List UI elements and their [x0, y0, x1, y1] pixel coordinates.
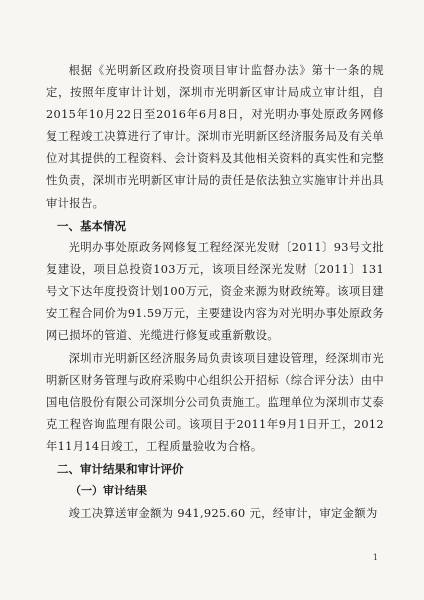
intro-paragraph: 根据《光明新区政府投资项目审计监督办法》第十一条的规定，按照年度审计计划，深圳市光明新区审计局成立审计组，自2015年10月22日至2016年6月8日，对光明办事处原政务网修复工程竣工决算进行了审计。深圳市光明新区经济服务局及有关单位对其提供的工程资料、会计资料及其他相关资料的真实性和完整性负责，深圳市光明新区审计局的责任是依法独立实施审计并出具审计报告。 — [46, 64, 384, 210]
basic-info-paragraph-1: 光明办事处原政务网修复工程经深光发财〔2011〕93号文批复建设，项目总投资103万元，该项目经深光发财〔2011〕131号文下达年度投资计划100万元，资金来源为财政统筹。该项目建安工程合同价为91.59万元，主要建设内容为对光明办事处原政务网已损坏的管道、光缆进行修复或重新敷设。 — [46, 241, 384, 343]
document-body — [46, 60, 384, 525]
audit-result-paragraph: 竣工决算送审金额为 941,925.60 元，经审计，审定金额为 — [68, 506, 378, 520]
section-heading-audit-results: 二、审计结果和审计评价 — [57, 462, 184, 476]
basic-info-paragraph-2: 深圳市光明新区经济服务局负责该项目建设管理，经深圳市光明新区财务管理与政府采购中心组织公开招标（综合评分法）由中国电信股份有限公司深圳分公司负责施工。监理单位为深圳市艾泰克工程咨询监理有限公司。该项目于2011年9月1日开工，2012年11月14日竣工，工程质量验收为合格。 — [46, 351, 384, 453]
section-heading-basic-info: 一、基本情况 — [57, 218, 126, 233]
subsection-heading-audit-result: （一）审计结果 — [70, 484, 147, 498]
page-number: 1 — [372, 553, 378, 562]
